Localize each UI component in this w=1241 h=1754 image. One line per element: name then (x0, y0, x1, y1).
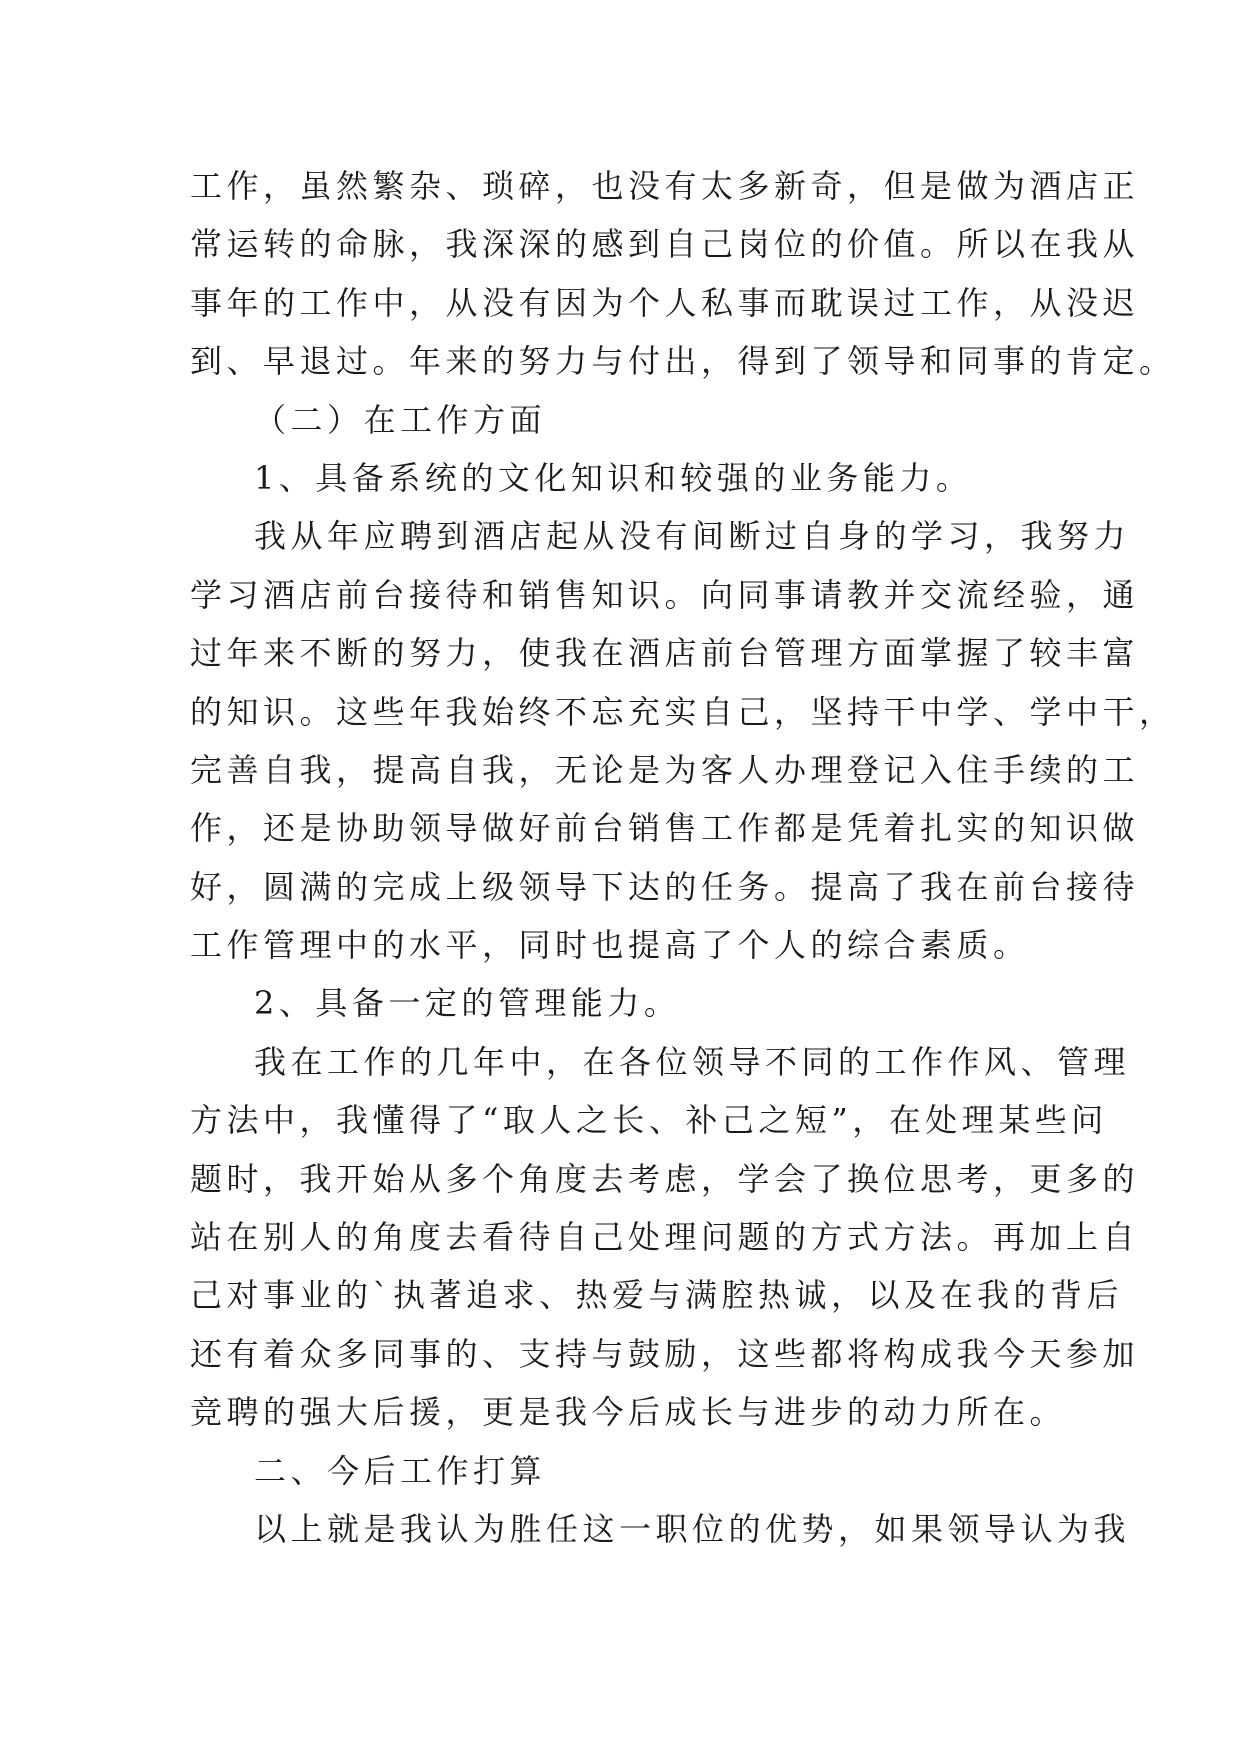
text-line: 我在工作的几年中，在各位领导不同的工作作风、管理 (254, 1042, 1131, 1081)
text-line: 竞聘的强大后援，更是我今后成长与进步的动力所在。 (190, 1393, 1067, 1432)
subsection-heading: 1、具备系统的文化知识和较强的业务能力。 (254, 458, 973, 497)
subsection-heading: 2、具备一定的管理能力。 (254, 984, 681, 1023)
text-line: 工作，虽然繁杂、琐碎，也没有太多新奇，但是做为酒店正 (190, 167, 1140, 205)
text-line: 方法中，我懂得了“取人之长、补己之短”，在处理某些问 (190, 1101, 1108, 1140)
text-line: 己对事业的`执著追求、热爱与满腔热诚，以及在我的背后 (190, 1276, 1124, 1315)
section-heading: （二）在工作方面 (254, 400, 547, 439)
text-line: 到、早退过。年来的努力与付出，得到了领导和同事的肯定。 (190, 342, 1176, 381)
section-heading: 二、今后工作打算 (254, 1451, 547, 1490)
text-line: 常运转的命脉，我深深的感到自己岗位的价值。所以在我从 (190, 225, 1140, 264)
text-line: 工作管理中的水平，同时也提高了个人的综合素质。 (190, 926, 1030, 965)
text-line: 的知识。这些年我始终不忘充实自己，坚持干中学、学中干， (190, 692, 1176, 731)
text-line: 还有着众多同事的、支持与鼓励，这些都将构成我今天参加 (190, 1334, 1140, 1373)
text-line: 好，圆满的完成上级领导下达的任务。提高了我在前台接待 (190, 867, 1140, 906)
text-line: 学习酒店前台接待和销售知识。向同事请教并交流经验，通 (190, 575, 1140, 614)
text-line: 完善自我，提高自我，无论是为客人办理登记入住手续的工 (190, 750, 1140, 789)
text-line: 题时，我开始从多个角度去考虑，学会了换位思考，更多的 (190, 1159, 1140, 1198)
text-line: 过年来不断的努力，使我在酒店前台管理方面掌握了较丰富 (190, 634, 1140, 673)
text-line: 事年的工作中，从没有因为个人私事而耽误过工作，从没迟 (190, 283, 1140, 322)
document-body (190, 157, 1176, 1558)
text-line: 以上就是我认为胜任这一职位的优势，如果领导认为我 (254, 1509, 1131, 1548)
text-line: 作，还是协助领导做好前台销售工作都是凭着扎实的知识做 (190, 809, 1140, 848)
text-line: 站在别人的角度去看待自己处理问题的方式方法。再加上自 (190, 1218, 1140, 1257)
text-line: 我从年应聘到酒店起从没有间断过自身的学习，我努力 (254, 517, 1131, 556)
